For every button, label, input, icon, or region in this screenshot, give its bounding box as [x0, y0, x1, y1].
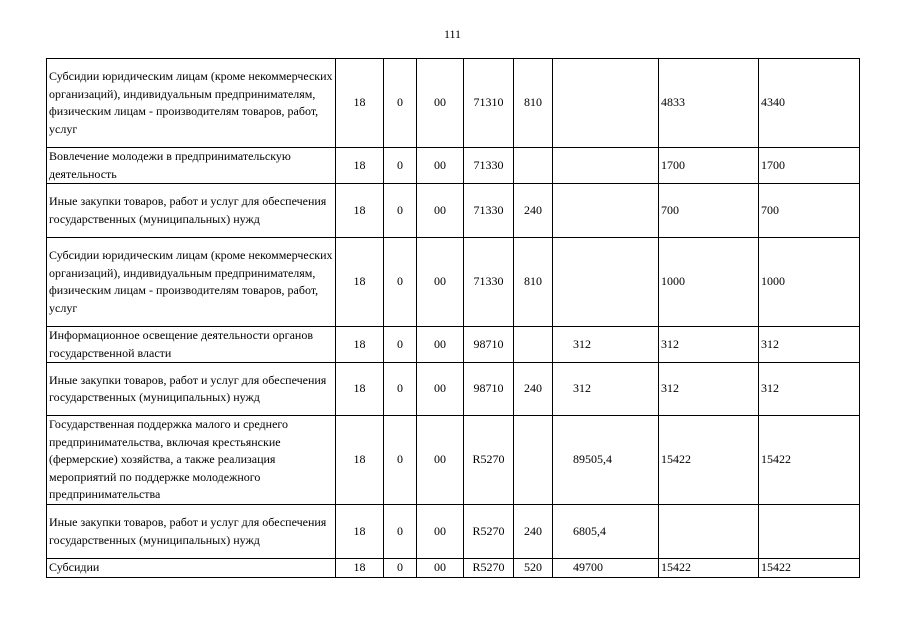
code-cell: 71330 [464, 238, 514, 327]
code-cell: 00 [417, 416, 464, 505]
table-row [47, 416, 860, 505]
amount-cell: 89505,4 [553, 416, 659, 505]
amount-cell [553, 148, 659, 184]
code-cell: 0 [384, 327, 417, 363]
amount-cell: 1700 [659, 148, 759, 184]
code-cell: 18 [336, 505, 384, 559]
amount-cell [553, 184, 659, 238]
code-cell: 810 [514, 59, 553, 148]
table-row [47, 59, 860, 148]
code-cell: R5270 [464, 559, 514, 578]
budget-table-body [47, 59, 860, 578]
code-cell: 00 [417, 59, 464, 148]
amount-cell [759, 505, 860, 559]
amount-cell: 312 [553, 363, 659, 416]
code-cell: 18 [336, 184, 384, 238]
code-cell: 18 [336, 238, 384, 327]
table-row [47, 327, 860, 363]
amount-cell: 4833 [659, 59, 759, 148]
amount-cell: 700 [659, 184, 759, 238]
amount-cell: 700 [759, 184, 860, 238]
code-cell: 0 [384, 238, 417, 327]
row-name: Субсидии юридическим лицам (кроме некоммерческих организаций), индивидуальным предпринимателям, физическим лицам - производителям товаров, работ, услуг [47, 238, 336, 327]
code-cell: 0 [384, 559, 417, 578]
code-cell: 00 [417, 363, 464, 416]
row-name: Иные закупки товаров, работ и услуг для обеспечения государственных (муниципальных) нужд [47, 363, 336, 416]
code-cell: 0 [384, 363, 417, 416]
row-name: Государственная поддержка малого и среднего предпринимательства, включая крестьянские (фермерские) хозяйства, а также реализация мероприятий по поддержке молодежного предпринимательства [47, 416, 336, 505]
code-cell: 18 [336, 363, 384, 416]
code-cell [514, 327, 553, 363]
row-name: Субсидии [47, 559, 336, 578]
amount-cell: 1000 [759, 238, 860, 327]
amount-cell: 49700 [553, 559, 659, 578]
code-cell: 0 [384, 59, 417, 148]
code-cell [514, 148, 553, 184]
amount-cell: 312 [659, 327, 759, 363]
page-number: 111 [443, 27, 462, 41]
amount-cell [659, 505, 759, 559]
amount-cell: 15422 [759, 416, 860, 505]
amount-cell: 4340 [759, 59, 860, 148]
code-cell: 0 [384, 148, 417, 184]
row-name: Информационное освещение деятельности органов государственной власти [47, 327, 336, 363]
amount-cell: 15422 [659, 416, 759, 505]
code-cell: 18 [336, 327, 384, 363]
code-cell: R5270 [464, 416, 514, 505]
code-cell: 0 [384, 505, 417, 559]
row-name: Иные закупки товаров, работ и услуг для обеспечения государственных (муниципальных) нужд [47, 505, 336, 559]
table-row [47, 148, 860, 184]
table-row [47, 238, 860, 327]
amount-cell: 312 [553, 327, 659, 363]
code-cell: R5270 [464, 505, 514, 559]
code-cell: 71330 [464, 148, 514, 184]
amount-cell: 312 [759, 363, 860, 416]
code-cell: 520 [514, 559, 553, 578]
row-name: Вовлечение молодежи в предпринимательскую деятельность [47, 148, 336, 184]
amount-cell: 312 [759, 327, 860, 363]
code-cell: 00 [417, 148, 464, 184]
amount-cell: 1700 [759, 148, 860, 184]
code-cell: 98710 [464, 363, 514, 416]
amount-cell: 1000 [659, 238, 759, 327]
budget-table [46, 58, 860, 578]
amount-cell [553, 238, 659, 327]
code-cell: 00 [417, 238, 464, 327]
amount-cell: 312 [659, 363, 759, 416]
code-cell: 240 [514, 363, 553, 416]
code-cell: 98710 [464, 327, 514, 363]
code-cell: 0 [384, 184, 417, 238]
code-cell: 00 [417, 505, 464, 559]
amount-cell: 6805,4 [553, 505, 659, 559]
table-row [47, 184, 860, 238]
table-row [47, 559, 860, 578]
code-cell: 18 [336, 559, 384, 578]
code-cell: 240 [514, 184, 553, 238]
code-cell: 00 [417, 559, 464, 578]
code-cell: 18 [336, 416, 384, 505]
table-row [47, 505, 860, 559]
amount-cell: 15422 [759, 559, 860, 578]
code-cell: 240 [514, 505, 553, 559]
code-cell: 71330 [464, 184, 514, 238]
code-cell: 0 [384, 416, 417, 505]
code-cell: 810 [514, 238, 553, 327]
code-cell: 71310 [464, 59, 514, 148]
amount-cell: 15422 [659, 559, 759, 578]
code-cell [514, 416, 553, 505]
table-row [47, 363, 860, 416]
code-cell: 00 [417, 184, 464, 238]
row-name: Субсидии юридическим лицам (кроме некоммерческих организаций), индивидуальным предпринимателям, физическим лицам - производителям товаров, работ, услуг [47, 59, 336, 148]
code-cell: 18 [336, 148, 384, 184]
code-cell: 18 [336, 59, 384, 148]
amount-cell [553, 59, 659, 148]
code-cell: 00 [417, 327, 464, 363]
row-name: Иные закупки товаров, работ и услуг для обеспечения государственных (муниципальных) нужд [47, 184, 336, 238]
